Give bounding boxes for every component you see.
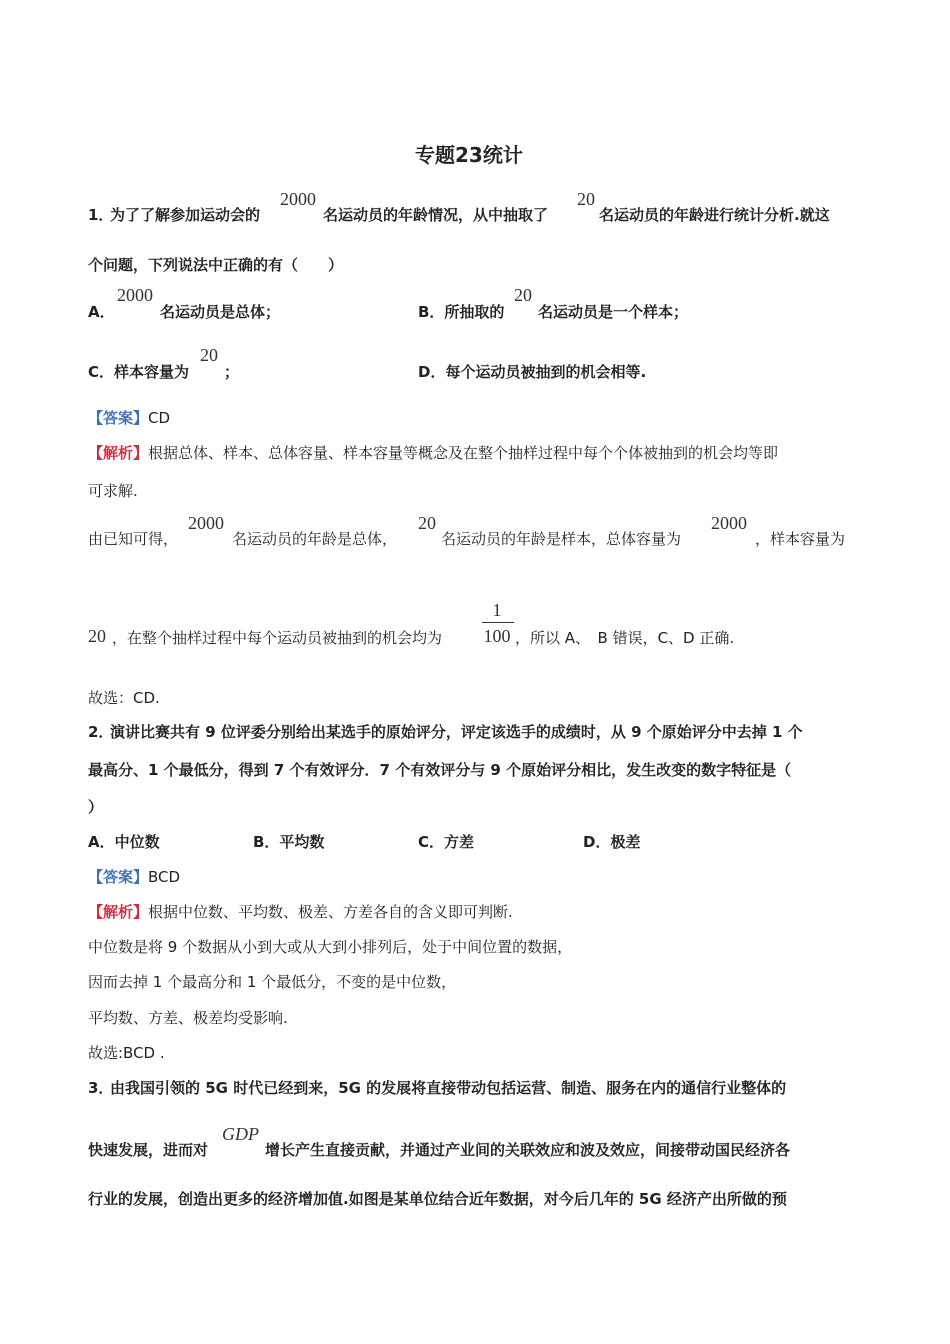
q1-solution-math-20: 20 [418, 513, 436, 533]
q3-line2b: 增长产生直接贡献，并通过产业间的关联效应和波及效应，间接带动国民经济各 [265, 1141, 791, 1159]
q1-math-2000: 2000 [280, 189, 316, 209]
fraction-numerator: 1 [492, 600, 502, 620]
q2-answer-tag: 【答案】 [88, 868, 149, 886]
q2-analysis-tag: 【解析】 [88, 903, 149, 921]
q2-line2: 最高分、1 个最低分，得到 7 个有效评分．7 个有效评分与 9 个原始评分相比，发生改变的数字特征是（ [88, 761, 792, 779]
q1-analysis-tag: 【解析】 [88, 444, 149, 462]
q2-option-b: B．平均数 [253, 833, 325, 851]
q2-option-d: D．极差 [583, 833, 641, 851]
q1-option-c-math: 20 [200, 345, 218, 365]
q3-number: 3． [88, 1079, 114, 1097]
q1-number: 1． [88, 206, 114, 224]
q1-solution-e: ，在整个抽样过程中每个运动员被抽到的机会均为 [112, 629, 443, 647]
q1-solution-a: 由已知可得， [88, 530, 179, 548]
q2-number: 2． [88, 723, 114, 741]
q1-answer-tag: 【答案】 [88, 409, 149, 427]
q3-line1: 由我国引领的 5G 时代已经到来，5G 的发展将直接带动包括运营、制造、服务在内的通信行业整体的 [110, 1079, 787, 1097]
q1-solution-f: ，所以 A、 B 错误，C、D 正确. [515, 629, 735, 647]
fraction-bar [482, 622, 514, 623]
q1-solution-c: 名运动员的年龄是样本，总体容量为 [441, 530, 682, 548]
q1-stem-b: 名运动员的年龄情况，从中抽取了 [323, 206, 549, 224]
q1-solution-math-2000: 2000 [188, 513, 224, 533]
q1-stem-d: 个问题，下列说法中正确的有（ ） [88, 256, 344, 274]
q2-option-c: C．方差 [418, 833, 475, 851]
q1-stem-c: 名运动员的年龄进行统计分析.就这 [599, 206, 830, 224]
q2-solution-3: 平均数、方差、极差均受影响. [88, 1009, 288, 1027]
q1-option-b-math: 20 [514, 285, 532, 305]
q3-math-gdp: GDP [222, 1124, 259, 1144]
q2-conclusion: 故选:BCD . [88, 1044, 165, 1062]
page-title: 专题23统计 [415, 143, 523, 167]
q3-line2a: 快速发展，进而对 [88, 1141, 209, 1159]
q2-answer: BCD [148, 868, 181, 886]
q1-analysis-line2: 可求解. [88, 482, 138, 500]
q1-stem-a: 为了了解参加运动会的 [110, 206, 261, 224]
q1-analysis-line1: 根据总体、样本、总体容量、样本容量等概念及在整个抽样过程中每个个体被抽到的机会均等即 [148, 444, 779, 462]
q1-option-a-math: 2000 [117, 285, 153, 305]
q1-solution-b: 名运动员的年龄是总体， [232, 530, 398, 548]
q3-line3: 行业的发展，创造出更多的经济增加值.如图是某单位结合近年数据，对今后几年的 5G 经济产出所做的预 [88, 1190, 787, 1208]
q1-conclusion: 故选：CD. [88, 689, 160, 707]
q1-option-b-text: 名运动员是一个样本； [538, 303, 689, 321]
q1-option-c-label: C．样本容量为 [88, 363, 190, 381]
q1-solution-math-2000b: 2000 [711, 513, 747, 533]
q1-option-b-label: B．所抽取的 [418, 303, 505, 321]
q1-math-20: 20 [577, 189, 595, 209]
q2-solution-1: 中位数是将 9 个数据从小到大或从大到小排列后，处于中间位置的数据， [88, 938, 573, 956]
q1-option-d: D．每个运动员被抽到的机会相等. [418, 363, 647, 381]
q2-line1: 演讲比赛共有 9 位评委分别给出某选手的原始评分，评定该选手的成绩时，从 9 个原始评分中去掉 1 个 [110, 723, 803, 741]
q1-solution-d: ，样本容量为 [755, 530, 846, 548]
q1-answer: CD [148, 409, 171, 427]
q1-option-c-text: ； [224, 363, 240, 381]
q1-option-a-text: 名运动员是总体； [160, 303, 281, 321]
fraction-denominator: 100 [483, 626, 511, 646]
q2-analysis: 根据中位数、平均数、极差、方差各自的含义即可判断. [148, 903, 513, 921]
q2-option-a: A．中位数 [88, 833, 160, 851]
q2-line3: ） [88, 798, 104, 816]
q2-solution-2: 因而去掉 1 个最高分和 1 个最低分，不变的是中位数， [88, 973, 457, 991]
q1-option-a-label: A． [88, 303, 115, 321]
q1-solution-math-20b: 20 [88, 626, 106, 646]
